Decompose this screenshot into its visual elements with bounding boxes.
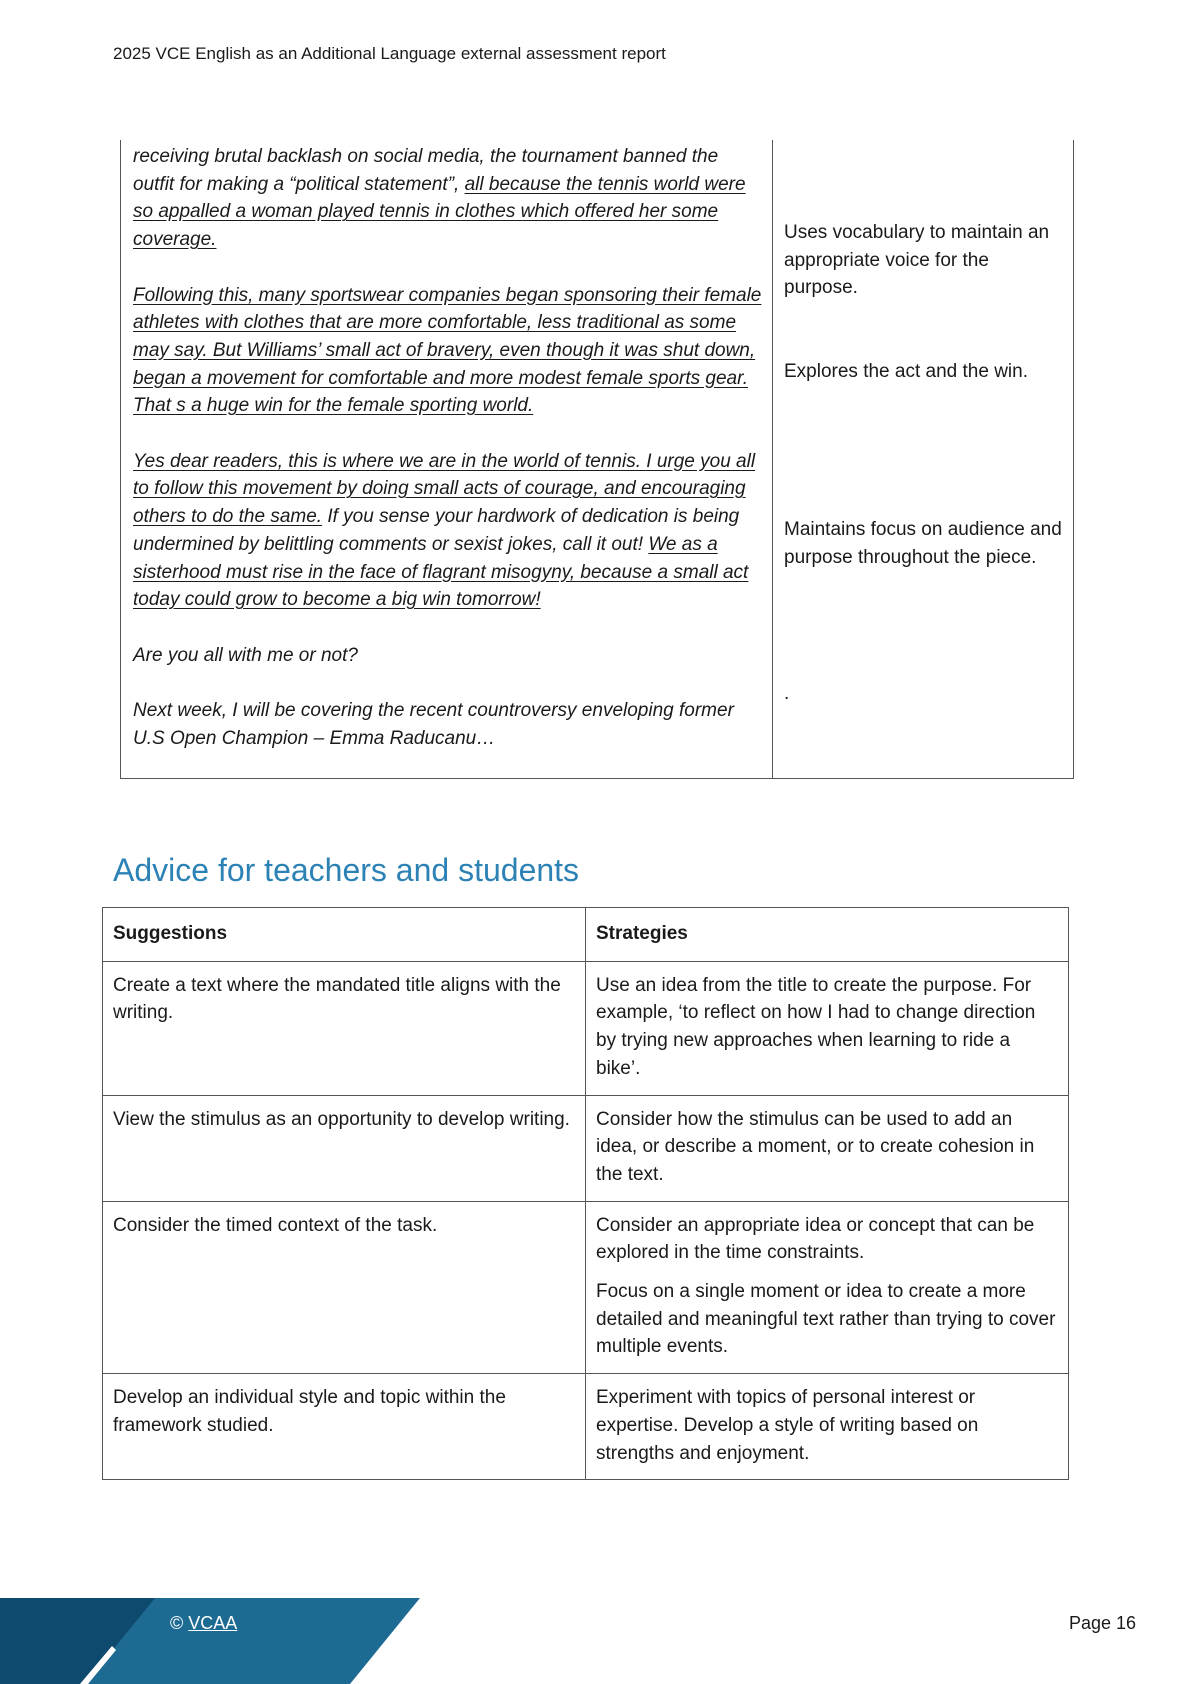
table-row [103, 1201, 1069, 1374]
essay-paragraph-3 [133, 448, 763, 614]
essay-underlined-text: Yes dear readers, this is where we are in the world of tennis. I urge you all to follow this movement by doing small acts of courage, and encouraging others to do the same. [133, 450, 756, 528]
strategy-cell [586, 1095, 1069, 1201]
suggestion-cell: Consider the timed context of the task. [103, 1201, 586, 1374]
strategy-text: Focus on a single moment or idea to create a more detailed and meaningful text rather than trying to cover multiple events. [596, 1281, 1056, 1358]
strategy-text: Consider how the stimulus can be used to add an idea, or describe a moment, or to create cohesion in the text. [596, 1108, 1035, 1185]
suggestion-cell: Create a text where the mandated title aligns with the writing. [103, 961, 586, 1095]
running-header: 2025 VCE English as an Additional Language external assessment report [113, 44, 666, 63]
essay-paragraph-5: Next week, I will be covering the recent countroversy enveloping former U.S Open Champion – Emma Raducanu… [133, 700, 734, 749]
footer-brand-band [0, 1598, 420, 1684]
suggestion-cell: View the stimulus as an opportunity to develop writing. [103, 1095, 586, 1201]
essay-underlined-text: all because the tennis world were so appalled a woman played tennis in clothes which offered her some coverage. [133, 173, 746, 251]
annotation-act-and-win: Explores the act and the win. [784, 361, 1028, 382]
annotation-vocabulary: Uses vocabulary to maintain an appropriate voice for the purpose. [784, 222, 1050, 299]
footer-copyright [170, 1613, 237, 1634]
strategy-text: Use an idea from the title to create the purpose. For example, ‘to reflect on how I had to change direction by trying new approaches when learning to ride a bike’. [596, 974, 1036, 1079]
table-header-row [103, 908, 1069, 962]
column-divider [772, 140, 773, 778]
essay-plain-text: If you sense your hardwork of dedication is being undermined by belittling comments or sexist jokes, call it out! [133, 506, 740, 555]
essay-text [133, 143, 763, 752]
page-number: Page 16 [1068, 1613, 1136, 1633]
section-heading: Advice for teachers and students [113, 852, 580, 888]
essay-underlined-text: Following this, many sportswear companies began sponsoring their female athletes with clothes that are more comfortable, less traditional as some may say. But Williams’ small act of bravery, even though it was shut down, began a movement for comfortable and more modest female sports gear. That s a huge win for the female sporting world. [133, 284, 762, 417]
column-header-suggestions: Suggestions [103, 908, 586, 962]
strategy-cell [586, 1374, 1069, 1480]
column-header-strategies: Strategies [586, 908, 1069, 962]
advice-table [102, 907, 1069, 1480]
essay-plain-text: receiving brutal backlash on social media, the tournament banned the outfit for making a “political statement”, [133, 146, 719, 195]
suggestion-cell: Develop an individual style and topic within the framework studied. [103, 1374, 586, 1480]
essay-underlined-text: We as a sisterhood must rise in the face of flagrant misogyny, because a small act today could grow to become a big win tomorrow! [133, 533, 749, 611]
essay-sample-table [120, 140, 1074, 779]
strategy-text: Consider an appropriate idea or concept that can be explored in the time constraints. [596, 1214, 1035, 1264]
strategy-cell [586, 1201, 1069, 1374]
copyright-symbol: © [170, 1613, 184, 1633]
table-row [103, 1095, 1069, 1201]
essay-paragraph-2 [133, 282, 763, 421]
strategy-cell [586, 961, 1069, 1095]
annotation-dot: . [784, 683, 790, 704]
essay-paragraph-1 [133, 143, 763, 254]
annotation-audience-purpose: Maintains focus on audience and purpose throughout the piece. [784, 519, 1062, 568]
vcaa-link[interactable]: VCAA [188, 1613, 238, 1633]
table-row [103, 961, 1069, 1095]
essay-paragraph-4: Are you all with me or not? [133, 644, 358, 666]
table-row [103, 1374, 1069, 1480]
strategy-text: Experiment with topics of personal interest or expertise. Develop a style of writing based on strengths and enjoyment. [596, 1387, 979, 1464]
